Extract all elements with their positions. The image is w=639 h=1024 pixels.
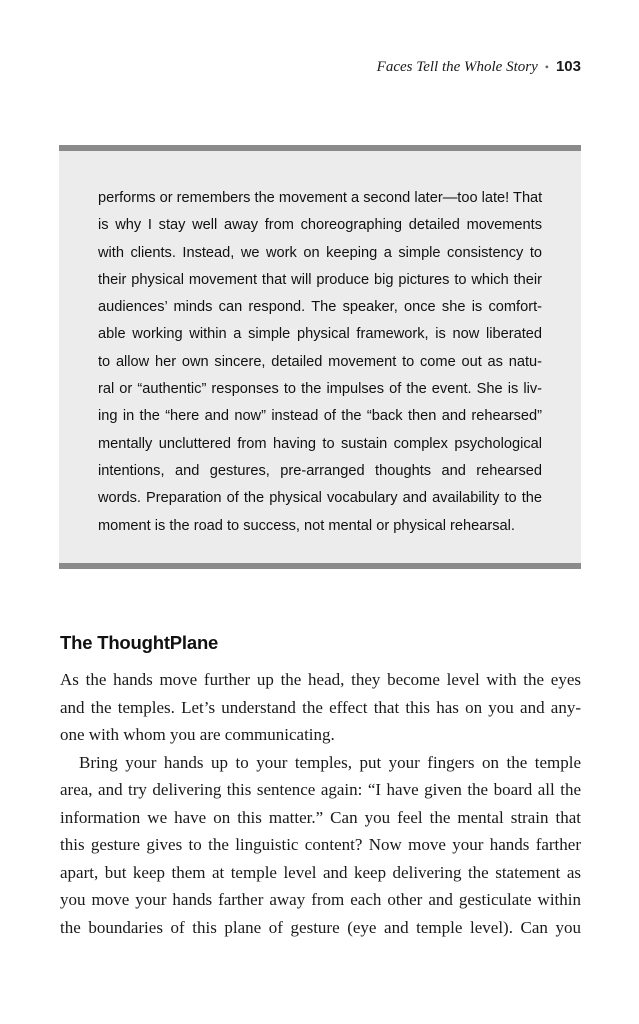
body-line: As the hands move further up the head, they become level with the eyes [60, 670, 581, 689]
sidebar-line: with clients. Instead, we work on keeping a simple consistency to [98, 244, 542, 261]
body-text [60, 666, 581, 941]
sidebar-line: moment is the road to success, not mental or physical rehearsal. [98, 517, 515, 534]
sidebar-text [98, 185, 542, 540]
body-line: and the temples. Let’s understand the effect that this has on you and any- [60, 697, 581, 717]
sidebar-line: to allow her own sincere, detailed movement to come out as natu- [98, 353, 542, 370]
body-line: information we have on this matter.” Can you feel the mental strain that [60, 807, 581, 827]
body-line: this gesture gives to the linguistic content? Now move your hands farther [60, 835, 581, 854]
sidebar-box [59, 145, 581, 569]
sidebar-line: audiences’ minds can respond. The speaker, once she is comfort- [98, 299, 542, 316]
sidebar-line: ral or “authentic” responses to the impulses of the event. She is liv- [98, 381, 542, 398]
running-head [377, 57, 581, 77]
sidebar-line: their physical movement that will produce big pictures to which their [98, 271, 542, 288]
sidebar-line: performs or remembers the movement a second later—too late! That [98, 190, 543, 206]
sidebar-line: ing in the “here and now” instead of the “back then and rehearsed” [98, 408, 542, 425]
body-line: one with whom you are communicating. [60, 725, 335, 744]
section-heading: The ThoughtPlane [60, 632, 219, 653]
sidebar-line: able working within a simple physical framework, is now liberated [98, 326, 542, 343]
sidebar-line: is why I stay well away from choreographing detailed movements [98, 217, 542, 234]
body-line: area, and try delivering this sentence again: “I have given the board all the [60, 780, 581, 799]
running-head-separator: • [544, 60, 549, 74]
body-line: the boundaries of this plane of gesture (eye and temple level). Can you [60, 917, 581, 937]
sidebar-line: words. Preparation of the physical vocabulary and availability to the [98, 490, 542, 507]
page-number: 103 [555, 58, 581, 75]
sidebar-line: intentions, and gestures, pre-arranged thoughts and rehearsed [98, 462, 542, 479]
running-head-title: Faces Tell the Whole Story [376, 59, 538, 75]
sidebar-line: mentally uncluttered from having to sustain complex psychological [98, 435, 542, 452]
body-line: you move your hands farther away from each other and gesticulate within [60, 890, 581, 909]
body-line: apart, but keep them at temple level and keep delivering the statement as [60, 862, 581, 882]
body-line: Bring your hands up to your temples, put your fingers on the temple [79, 752, 581, 772]
